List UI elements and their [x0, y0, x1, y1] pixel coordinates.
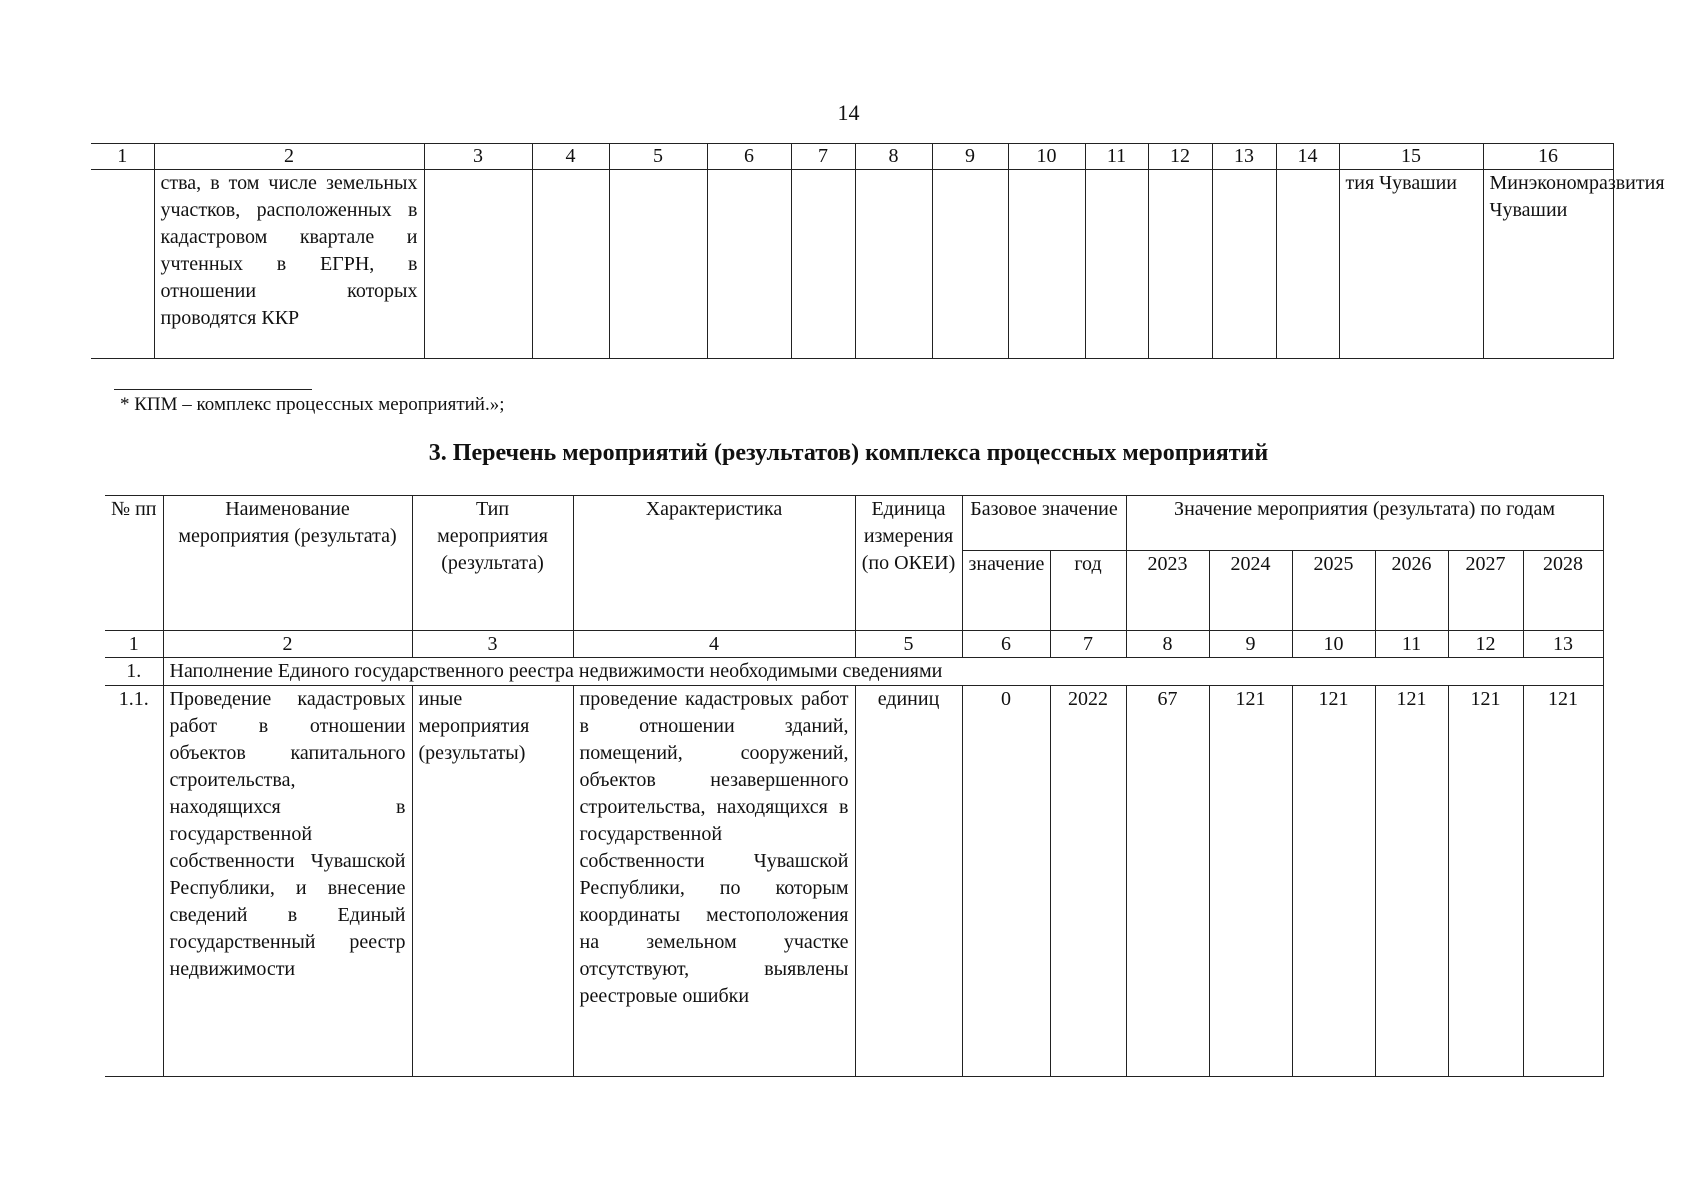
table-cell: ства, в том числе земельных участков, расположенных в кадастровом квартале и учтенных в ЕГРН, в отношении которых проводятся ККР	[154, 170, 424, 359]
table-cell	[609, 170, 707, 359]
row-name: Проведение кадастровых работ в отношении объектов капитального строительства, находящихся в государственной собственности Чувашской Республики, и внесение сведений в Единый государственный реестр недвижимости	[163, 686, 412, 1077]
col-number: 10	[1008, 144, 1085, 170]
table-cell	[932, 170, 1008, 359]
header-row	[105, 496, 1603, 551]
header-year: 2026	[1375, 551, 1448, 631]
header-values-by-year: Значение мероприятия (результата) по годам	[1126, 496, 1603, 551]
table-row	[105, 686, 1603, 1077]
header-unit: Единица измерения (по ОКЕИ)	[855, 496, 962, 631]
header-characteristic: Характеристика	[573, 496, 855, 631]
header-year: 2023	[1126, 551, 1209, 631]
table-cell	[532, 170, 609, 359]
row-value-2028: 121	[1523, 686, 1603, 1077]
header-num: № пп	[105, 496, 163, 631]
col-number: 8	[855, 144, 932, 170]
header-base: Базовое значение	[962, 496, 1126, 551]
page-number: 14	[837, 100, 860, 125]
header-year: 2028	[1523, 551, 1603, 631]
table-cell	[91, 170, 154, 359]
col-number: 3	[424, 144, 532, 170]
footnote-rule	[114, 389, 312, 390]
col-number: 9	[1209, 631, 1292, 658]
col-number: 4	[573, 631, 855, 658]
col-number: 8	[1126, 631, 1209, 658]
measures-table	[105, 495, 1604, 1077]
header-year: 2025	[1292, 551, 1375, 631]
row-base-year: 2022	[1050, 686, 1126, 1077]
table-cell	[1148, 170, 1212, 359]
table-cell	[707, 170, 791, 359]
col-number: 5	[855, 631, 962, 658]
col-number: 6	[962, 631, 1050, 658]
table-cell	[1276, 170, 1339, 359]
row-value-2026: 121	[1375, 686, 1448, 1077]
col-number: 12	[1448, 631, 1523, 658]
table-cell	[1085, 170, 1148, 359]
row-value-2023: 67	[1126, 686, 1209, 1077]
col-number: 9	[932, 144, 1008, 170]
column-number-row	[91, 144, 1613, 170]
col-number: 13	[1523, 631, 1603, 658]
col-number: 3	[412, 631, 573, 658]
col-number: 2	[163, 631, 412, 658]
row-characteristic: проведение кадастровых работ в отношении зданий, помещений, сооружений, объектов незавершенного строительства, находящихся в государственной собственности Чувашской Республики, по которым координаты местоположения на земельном участке отсутствуют, выявлены реестровые ошибки	[573, 686, 855, 1077]
table-row	[91, 170, 1613, 359]
table-cell: тия Чувашии	[1339, 170, 1483, 359]
col-number: 7	[791, 144, 855, 170]
header-name: Наименование мероприятия (результата)	[163, 496, 412, 631]
header-base-value: значение	[962, 551, 1050, 631]
table-cell	[1008, 170, 1085, 359]
continuation-table	[91, 143, 1665, 359]
col-number: 16	[1483, 144, 1613, 170]
col-number: 10	[1292, 631, 1375, 658]
col-number: 4	[532, 144, 609, 170]
col-number: 13	[1212, 144, 1276, 170]
col-number: 5	[609, 144, 707, 170]
group-row	[105, 658, 1603, 686]
col-number: 15	[1339, 144, 1483, 170]
row-value-2025: 121	[1292, 686, 1375, 1077]
header-year: 2027	[1448, 551, 1523, 631]
header-type: Тип мероприятия (результата)	[412, 496, 573, 631]
col-number: 12	[1148, 144, 1212, 170]
table-cell	[424, 170, 532, 359]
row-base-value: 0	[962, 686, 1050, 1077]
row-number: 1.1.	[105, 686, 163, 1077]
row-value-2027: 121	[1448, 686, 1523, 1077]
header-base-year: год	[1050, 551, 1126, 631]
table-cell	[791, 170, 855, 359]
footnote: * КПМ – комплекс процессных мероприятий.»;	[120, 394, 505, 415]
row-type: иные мероприятия (результаты)	[412, 686, 573, 1077]
group-title: Наполнение Единого государственного реестра недвижимости необходимыми сведениями	[163, 658, 1603, 686]
column-number-row	[105, 631, 1603, 658]
group-number: 1.	[105, 658, 163, 686]
col-number: 11	[1375, 631, 1448, 658]
table-cell	[1212, 170, 1276, 359]
table-cell: Минэкономразвития Чувашии	[1483, 170, 1613, 359]
col-number: 7	[1050, 631, 1126, 658]
col-number: 1	[105, 631, 163, 658]
section-title: 3. Перечень мероприятий (результатов) комплекса процессных мероприятий	[428, 440, 1269, 466]
table-cell	[855, 170, 932, 359]
col-number: 2	[154, 144, 424, 170]
row-unit: единиц	[855, 686, 962, 1077]
col-number: 1	[91, 144, 154, 170]
row-value-2024: 121	[1209, 686, 1292, 1077]
col-number: 11	[1085, 144, 1148, 170]
header-year: 2024	[1209, 551, 1292, 631]
col-number: 6	[707, 144, 791, 170]
col-number: 14	[1276, 144, 1339, 170]
